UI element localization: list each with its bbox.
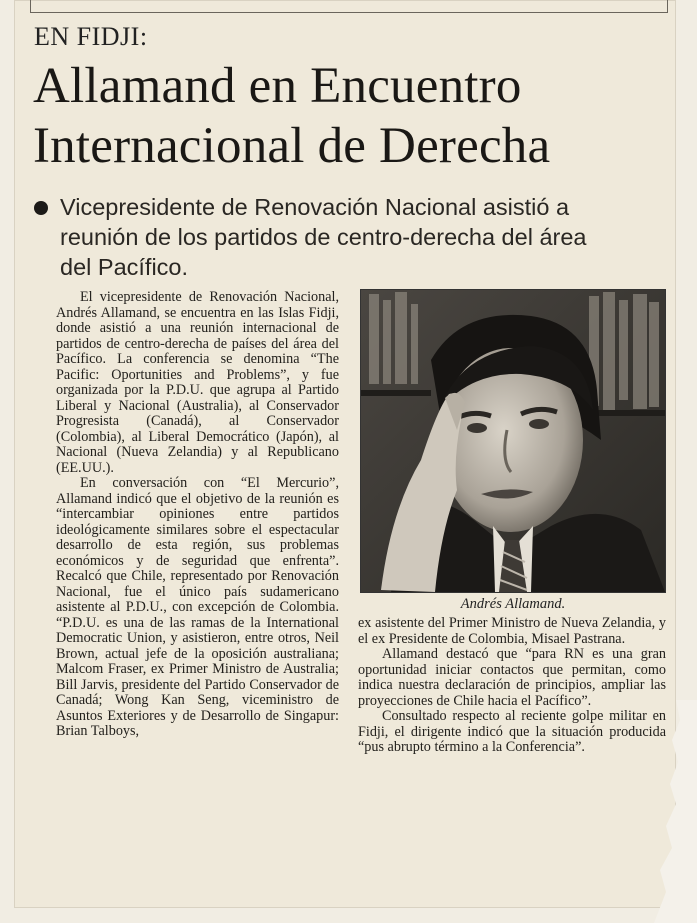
- paragraph: Allamand destacó que “para RN es una gran oportunidad iniciar contactos que permitan, como indica nuestra declaración de principios, ampliar las proyecciones de Chile hacia el Pacífico”.: [358, 646, 666, 709]
- subhead-line: reunión de los partidos de centro-derecha del área: [60, 224, 587, 250]
- paragraph: En conversación con “El Mercurio”, Allamand indicó que el objetivo de la reunión es “intercambiar opiniones entre partidos ideológicamente similares sobre el espectacular desarrollo de esta región, sus problemas económicos y de seguridad que enfrenta”. Recalcó que Chile, representado por Renovación Nacional, fue el único país sudamericano asistente al P.D.U., con excepción de Colombia. “P.D.U. es una de las ramas de la International Democratic Union, y asistieron, entre otros, Neil Brown, actual jefe de la oposición australiana; Malcom Fraser, ex Primer Ministro de Australia; Bill Jarvis, presidente del Partido Conservador de Canadá; Wong Kan Seng, viceministro de Asuntos Exteriores y de Desarrollo de Singapur: Brian Talboys,: [56, 475, 339, 739]
- paragraph: Consultado respecto al reciente golpe militar en Fidji, el dirigente indicó que la situación producida “pus abrupto término a la Conferencia”.: [358, 708, 666, 755]
- photo-caption: Andrés Allamand.: [460, 596, 566, 612]
- paragraph: ex asistente del Primer Ministro de Nueva Zelandia, y el ex Presidente de Colombia, Misael Pastrana.: [358, 615, 666, 647]
- subhead-line: del Pacífico.: [60, 254, 189, 280]
- top-rule: [30, 0, 668, 13]
- kicker: EN FIDJI:: [34, 22, 148, 51]
- portrait-photo-image: [361, 290, 665, 592]
- subhead: [34, 192, 674, 282]
- subhead-line: Vicepresidente de Renovación Nacional asistió a: [60, 194, 570, 220]
- headline-line: Allamand en Encuentro: [33, 58, 522, 114]
- headline-line: Internacional de Derecha: [33, 118, 551, 174]
- bullet-icon: [34, 201, 48, 215]
- paragraph: El vicepresidente de Renovación Nacional, Andrés Allamand, se encuentra en las Islas Fidji, donde asistió a una reunión internacional de partidos de centro-derecha de países del área del Pacífico. La conferencia se denomina “The Pacific: Oportunities and Problems”, y fue organizada por la P.D.U. que agrupa al Partido Liberal y Nacional (Australia), al Conservador Progresista (Canadá), al Conservador (Colombia), al Liberal Democrático (Japón), al Nacional (Nueva Zelandia) y al Republicano (EE.UU.).: [56, 289, 339, 476]
- torn-edge: [620, 700, 697, 923]
- portrait-photo: [360, 289, 666, 593]
- body-column-left: [56, 290, 339, 740]
- headline: [33, 56, 673, 176]
